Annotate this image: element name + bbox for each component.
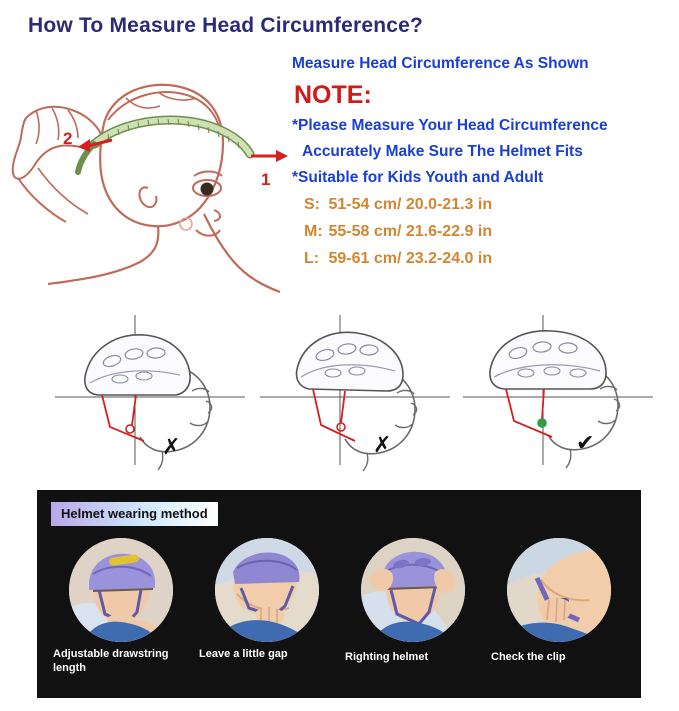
arrow-label-two: 2 [63,129,73,148]
helmet-fit-drawing-2 [245,305,465,475]
wearing-step-3 [339,538,485,688]
page-title-text: How To Measure Head Circumference [28,14,410,37]
wearing-step-2 [193,538,339,688]
step-2-photo [215,538,319,642]
size-label-l: L: [304,250,320,268]
helmet-fit-drawing-3 [448,305,668,475]
size-row-l [304,250,674,268]
size-label-s: S: [304,196,320,214]
baby-measure-drawing [8,48,292,298]
size-value-s: 51-54 cm/ 20.0-21.3 in [328,196,493,214]
step-3-photo [361,538,465,642]
step-2-caption: Leave a little gap [199,648,288,660]
page-title-question-mark: ? [410,14,424,37]
note-label: NOTE: [294,80,372,109]
helmet-fit-item-1 [40,305,260,475]
helmet-fit-item-3 [448,305,668,475]
size-value-m: 55-58 cm/ 21.6-22.9 in [328,223,493,241]
size-row-m [304,223,674,241]
step-1-photo [69,538,173,642]
instruction-line-3: *Suitable for Kids Youth and Adult [292,169,544,187]
wearing-step-4 [485,538,631,688]
instruction-line-2: Accurately Make Sure The Helmet Fits [302,142,583,160]
helmet-fit-comparison [0,305,679,475]
step-3-drawing [361,538,465,642]
instruction-line-1: *Please Measure Your Head Circumference [292,116,608,134]
fit-mark-2: ✗ [373,433,392,458]
wearing-steps [47,538,631,688]
instruction-headline: Measure Head Circumference As Shown [292,55,589,72]
step-1-drawing [69,538,173,642]
step-3-caption: Righting helmet [345,651,429,663]
step-1-caption: Adjustable drawstring length [53,648,169,674]
helmet-fit-drawing-1 [40,305,260,475]
arrow-label-one: 1 [261,170,271,189]
helmet-fit-item-2 [245,305,465,475]
wearing-method-panel [37,490,641,698]
instructions-column [292,56,674,277]
step-4-caption: Check the clip [491,651,566,663]
step-2-drawing [215,538,319,642]
wearing-step-1 [47,538,193,688]
size-row-s [304,196,674,214]
size-value-l: 59-61 cm/ 23.2-24.0 in [328,250,493,268]
fit-mark-1: ✗ [162,435,181,460]
panel-tag-label: Helmet wearing method [51,502,218,526]
step-4-drawing [507,538,611,642]
step-4-photo [507,538,611,642]
fit-mark-3: ✔ [576,431,595,456]
page-title [28,14,423,38]
size-label-m: M: [304,223,323,241]
head-measure-illustration [8,48,292,298]
